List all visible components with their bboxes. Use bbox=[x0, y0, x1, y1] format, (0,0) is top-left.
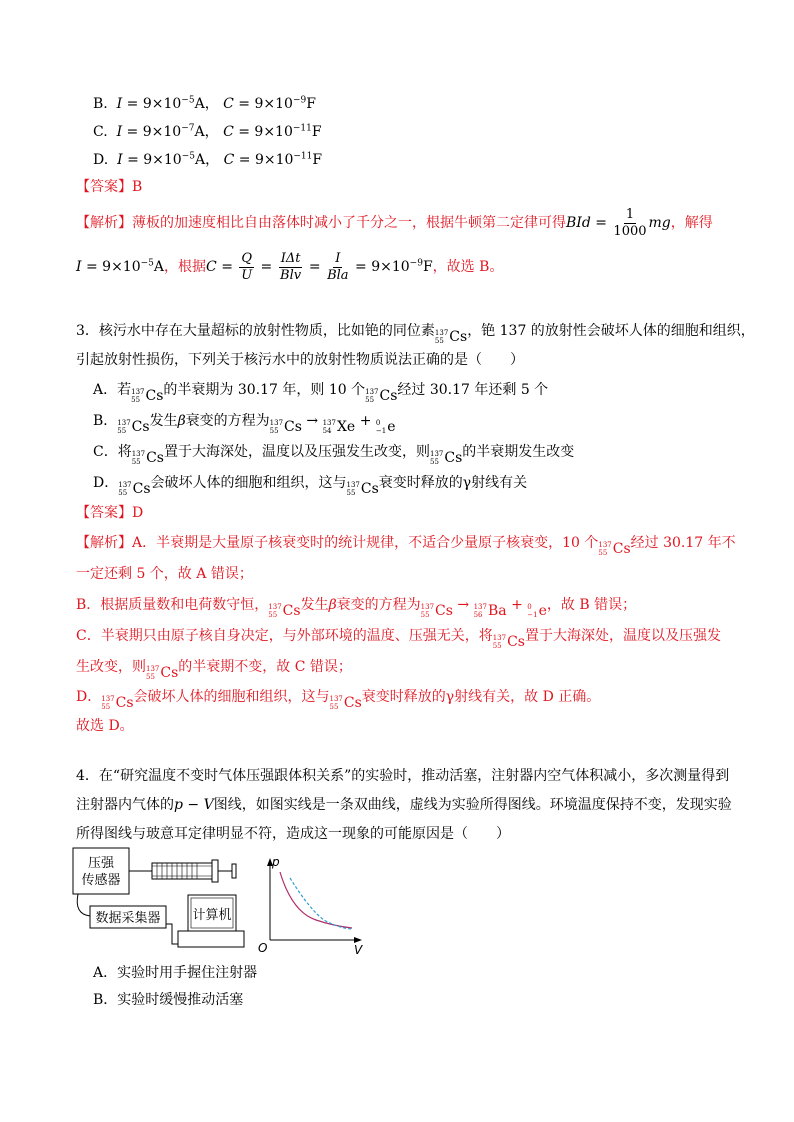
option-text: D． bbox=[93, 475, 119, 491]
atomic-number: 55 bbox=[146, 673, 155, 681]
var-i: I bbox=[116, 124, 123, 140]
q3-analysis-b bbox=[76, 595, 636, 621]
atomic-number: 55 bbox=[117, 427, 127, 435]
data-collector-label: 数据采集器 bbox=[95, 911, 161, 926]
q3-stem-line1 bbox=[76, 321, 755, 347]
current-unit: A bbox=[153, 259, 165, 275]
analysis-text: 衰变的方程为 bbox=[336, 597, 421, 613]
pressure-sensor-label-1: 压强 bbox=[87, 856, 115, 871]
mass-number: 137 bbox=[492, 634, 507, 642]
element-symbol: Xe bbox=[336, 419, 356, 435]
analysis-text: 经过 30.17 年不 bbox=[630, 535, 736, 551]
atomic-number: 55 bbox=[101, 703, 111, 711]
option-text: 会破坏人体的细胞和组织，这与 bbox=[150, 475, 347, 491]
stem-text: 图线，如图实线是一条双曲线，虚线为实验所得图线。环境温度保持不变，发现实验 bbox=[213, 797, 732, 813]
capacitance-value: 9×10 bbox=[254, 152, 294, 168]
current-unit: A bbox=[195, 152, 206, 168]
analysis-text: D． bbox=[76, 689, 102, 705]
q3-option-b bbox=[93, 411, 396, 437]
mass-number: 137 bbox=[420, 603, 435, 611]
isotope-cs137 bbox=[493, 632, 525, 652]
q3-analysis-c-line1 bbox=[76, 626, 721, 652]
isotope-cs137 bbox=[598, 539, 630, 559]
var-i: I bbox=[76, 259, 82, 275]
isotope-cs137 bbox=[101, 693, 133, 713]
element-symbol: Cs bbox=[612, 541, 631, 557]
stem-text: ，铯 137 的放射性会破坏人体的细胞和组织， bbox=[467, 323, 755, 339]
current-value: = 9×10 bbox=[81, 259, 141, 275]
q3-answer: 【答案】D bbox=[76, 505, 144, 521]
fraction-numerator: Q bbox=[241, 250, 253, 266]
element-symbol: Cs bbox=[360, 481, 379, 497]
var-c: C bbox=[223, 124, 234, 140]
element-symbol: Cs bbox=[449, 329, 468, 345]
mass-number: 137 bbox=[146, 665, 160, 673]
fraction-numerator: 1 bbox=[625, 206, 635, 222]
stem-text: 注射器内气体的 bbox=[76, 797, 174, 813]
option-text: A．若 bbox=[93, 382, 132, 398]
q3-analysis-d bbox=[76, 687, 600, 713]
element-symbol: Cs bbox=[444, 450, 463, 466]
mass-number: 137 bbox=[473, 603, 487, 611]
current-unit: A bbox=[194, 124, 205, 140]
isotope-cs137 bbox=[435, 327, 467, 347]
pressure-sensor-label-2: 传感器 bbox=[81, 873, 121, 888]
isotope-cs137 bbox=[330, 693, 362, 713]
option-text: B． bbox=[93, 413, 118, 429]
capacitance-value: 9×10 bbox=[254, 124, 293, 140]
q2-option-c: C. $I = 9\times 10^{-7}A$， $C = 9\times 10^{-11}F$ bbox=[93, 123, 322, 140]
p-axis-label: p bbox=[272, 855, 280, 869]
element-symbol: Cs bbox=[145, 388, 164, 404]
capacitance-exponent: −9 bbox=[409, 258, 423, 269]
analysis-text-end: ，故选 B。 bbox=[432, 259, 504, 275]
atomic-number: 55 bbox=[346, 489, 356, 497]
element-symbol: e bbox=[538, 603, 547, 619]
capacitance-value: = 9×10 bbox=[350, 259, 410, 275]
current-value: 9×10 bbox=[143, 152, 182, 168]
mass-number: 137 bbox=[131, 450, 146, 458]
atomic-number: 56 bbox=[473, 611, 483, 619]
capacitance-unit: F bbox=[306, 96, 316, 112]
element-symbol: Ba bbox=[487, 603, 507, 619]
q4-option-b: B．实验时缓慢推动活塞 bbox=[93, 992, 244, 1008]
syringe-icon bbox=[129, 860, 236, 882]
analysis-text: C．半衰期只由原子核自身决定，与外部环境的温度、压强无关，将 bbox=[76, 628, 493, 644]
var-i: I bbox=[117, 152, 123, 168]
q4-stem-line2 bbox=[76, 795, 732, 815]
element-symbol: Cs bbox=[435, 603, 453, 619]
isotope-cs137 bbox=[347, 479, 379, 499]
mass-number: 137 bbox=[329, 695, 343, 703]
element-symbol: Cs bbox=[132, 481, 151, 497]
plus-sign: + bbox=[359, 413, 372, 429]
pv-graph bbox=[258, 855, 363, 954]
q4-option-a: A．实验时用手握住注射器 bbox=[93, 965, 258, 981]
option-text: 的半衰期为 30.17 年，则 10 个 bbox=[163, 382, 366, 398]
current-unit: A bbox=[194, 96, 205, 112]
electron bbox=[376, 417, 396, 437]
separator: ， bbox=[204, 96, 219, 112]
option-letter: C. bbox=[93, 124, 108, 140]
element-symbol: e bbox=[387, 419, 396, 435]
var-c: C bbox=[223, 152, 235, 168]
var-c: C bbox=[223, 96, 234, 112]
q2-analysis-line1: 【解析】薄板的加速度相比自由落体时减小了千分之一，根据牛顿第二定律可得BId = $\frac{1}{1000}$ mg，解得 bbox=[76, 206, 713, 239]
mass-number: 137 bbox=[322, 419, 336, 427]
experiment-figure bbox=[70, 844, 370, 954]
capacitance-exponent: −11 bbox=[293, 151, 313, 162]
mass-number: 0 bbox=[527, 603, 532, 611]
analysis-tag: 【解析】 bbox=[76, 215, 132, 231]
option-letter: D. bbox=[93, 152, 109, 168]
atomic-number: −1 bbox=[527, 611, 538, 619]
analysis-text: 置于大海深处，温度以及压强发 bbox=[525, 628, 721, 644]
q2-answer: 【答案】B bbox=[76, 179, 143, 195]
fraction-numerator: I bbox=[335, 250, 341, 266]
isotope-cs137 bbox=[365, 386, 397, 406]
isotope-cs137 bbox=[132, 448, 164, 468]
q3-analysis-c-line2 bbox=[76, 657, 352, 683]
q3-analysis-a-line2: 一定还剩 5 个，故 A 错误； bbox=[76, 566, 253, 582]
option-text: C．将 bbox=[93, 444, 132, 460]
mass-number: 137 bbox=[268, 603, 282, 611]
fraction-denominator: U bbox=[241, 267, 253, 283]
fraction-denominator: 1000 bbox=[613, 223, 647, 239]
q3-analysis-a-line1 bbox=[76, 533, 736, 559]
beta-symbol: β bbox=[328, 597, 337, 613]
element-symbol: Cs bbox=[379, 388, 398, 404]
atomic-number: 55 bbox=[434, 337, 444, 345]
atomic-number: 55 bbox=[118, 489, 128, 497]
atomic-number: 55 bbox=[420, 611, 430, 619]
analysis-text: 薄板的加速度相比自由落体时减小了千分之一，根据牛顿第二定律可得 bbox=[132, 215, 566, 231]
element-symbol: Cs bbox=[282, 603, 301, 619]
arrow-icon: → bbox=[457, 597, 470, 613]
mass-number: 137 bbox=[269, 419, 284, 427]
mass-number: 137 bbox=[346, 481, 360, 489]
q3-option-a bbox=[93, 380, 548, 406]
capacitance-unit: F bbox=[312, 152, 323, 168]
stem-text: 3．核污水中存在大量超标的放射性物质，比如铯的同位素 bbox=[76, 323, 435, 339]
element-symbol: Cs bbox=[284, 419, 302, 435]
analysis-text: ，故 B 错误； bbox=[546, 597, 637, 613]
element-symbol: Cs bbox=[507, 634, 525, 650]
mass-number: 0 bbox=[375, 419, 381, 427]
isotope-cs137 bbox=[117, 417, 149, 437]
mass-number: 137 bbox=[131, 388, 145, 396]
eq-rhs: mg bbox=[648, 215, 671, 231]
mass-number: 137 bbox=[365, 388, 379, 396]
mass-number: 137 bbox=[598, 541, 612, 549]
q3-option-d bbox=[93, 473, 527, 499]
mass-number: 137 bbox=[118, 481, 132, 489]
cable bbox=[77, 894, 90, 916]
atomic-number: 55 bbox=[492, 642, 502, 650]
isotope-cs137 bbox=[118, 479, 150, 499]
analysis-text-end: ，解得 bbox=[670, 215, 713, 231]
eq-lhs: BId bbox=[566, 215, 591, 231]
q4-stem-line1: 4．在“研究温度不变时气体压强跟体积关系”的实验时，推动活塞，注射器内空气体积减小，多次测量得到 bbox=[76, 768, 730, 784]
isotope-ba137 bbox=[474, 601, 507, 621]
analysis-text: 发生 bbox=[300, 597, 329, 613]
option-text: 经过 30.17 年还剩 5 个 bbox=[397, 382, 549, 398]
analysis-tag: 【解析】 bbox=[76, 535, 132, 551]
cable bbox=[166, 924, 178, 944]
analysis-text: A．半衰期是大量原子核衰变时的统计规律，不适合少量原子核衰变，10 个 bbox=[132, 535, 599, 551]
option-text: 衰变时释放的γ射线有关 bbox=[378, 475, 528, 491]
current-value: 9×10 bbox=[142, 124, 182, 140]
current-exponent: −5 bbox=[181, 95, 195, 106]
atomic-number: −1 bbox=[375, 427, 387, 435]
element-symbol: Cs bbox=[115, 695, 134, 711]
option-letter: B. bbox=[93, 96, 108, 112]
analysis-text: 的半衰期不变，故 C 错误； bbox=[178, 659, 352, 675]
plus-sign: + bbox=[511, 597, 523, 613]
analysis-text: B．根据质量数和电荷数守恒， bbox=[76, 597, 269, 613]
atomic-number: 55 bbox=[598, 549, 608, 557]
fraction-idt-over-blv bbox=[279, 251, 303, 284]
atomic-number: 55 bbox=[131, 396, 141, 404]
current-exponent: −5 bbox=[181, 151, 195, 162]
mass-number: 137 bbox=[101, 695, 115, 703]
fraction-i-over-bla bbox=[327, 251, 348, 284]
var-c: C bbox=[206, 259, 217, 275]
current-exponent: −5 bbox=[140, 258, 154, 269]
atomic-number: 55 bbox=[269, 427, 279, 435]
isotope-cs137 bbox=[421, 601, 453, 621]
q4-stem-line3: 所得图线与玻意耳定律明显不符，造成这一现象的可能原因是（ ） bbox=[76, 826, 510, 842]
q3-option-c bbox=[93, 442, 574, 468]
hyperbola-curve bbox=[280, 872, 352, 928]
analysis-text: 会破坏人体的细胞和组织，这与 bbox=[133, 689, 330, 705]
isotope-cs137 bbox=[146, 663, 178, 683]
option-text: 发生 bbox=[149, 413, 178, 429]
fraction-one-thousandth bbox=[613, 207, 646, 240]
current-exponent: −7 bbox=[181, 123, 195, 134]
atomic-number: 54 bbox=[322, 427, 332, 435]
current-value: 9×10 bbox=[142, 96, 182, 112]
element-symbol: Cs bbox=[160, 665, 179, 681]
mass-number: 137 bbox=[117, 419, 131, 427]
capacitance-unit: F bbox=[311, 124, 322, 140]
analysis-text: 生改变，则 bbox=[76, 659, 146, 675]
element-symbol: Cs bbox=[146, 450, 164, 466]
separator: ， bbox=[205, 152, 220, 168]
fraction-q-over-u bbox=[239, 251, 254, 284]
origin-label: O bbox=[258, 941, 268, 954]
arrow-icon: → bbox=[306, 413, 319, 429]
mass-number: 137 bbox=[430, 450, 444, 458]
element-symbol: Cs bbox=[131, 419, 150, 435]
atomic-number: 55 bbox=[329, 703, 339, 711]
option-text: 的半衰期发生改变 bbox=[462, 444, 575, 460]
option-text: 置于大海深处，温度以及压强发生改变，则 bbox=[164, 444, 430, 460]
computer-label: 计算机 bbox=[192, 908, 232, 923]
pv-label: p − V bbox=[174, 797, 214, 813]
isotope-cs137 bbox=[131, 386, 163, 406]
isotope-cs137 bbox=[430, 448, 462, 468]
capacitance-unit: F bbox=[422, 259, 433, 275]
atomic-number: 55 bbox=[430, 458, 439, 466]
fraction-denominator: Blv bbox=[280, 267, 302, 283]
q3-stem-line2: 引起放射性损伤，下列关于核污水中的放射性物质说法正确的是（ ） bbox=[76, 352, 524, 368]
q2-analysis-line2: $I = 9\times 10^{-5}A$，根据C = $\frac{Q}{U}$ = $\frac{\text{IΔt}}{\text{Blv}}$ = $\frac{I}{\text{Bla}}$ = $9\times 10^{-9}F$，故选 B。 bbox=[76, 250, 504, 283]
atomic-number: 55 bbox=[268, 611, 278, 619]
capacitance-exponent: −9 bbox=[292, 95, 307, 106]
fraction-denominator: Bla bbox=[327, 267, 349, 283]
element-symbol: Cs bbox=[343, 695, 362, 711]
v-axis-label: V bbox=[354, 943, 363, 954]
analysis-text: ，根据 bbox=[164, 259, 207, 275]
q2-option-d: D. $I = 9\times 10^{-5}A$， $C = 9\times 10^{-11}F$ bbox=[93, 151, 323, 168]
var-i: I bbox=[116, 96, 123, 112]
option-text: 衰变的方程为 bbox=[185, 413, 270, 429]
q2-option-b: B. $I = 9\times 10^{-5}A$， $C = 9\times 10^{-9}F$ bbox=[93, 95, 316, 112]
analysis-text: 衰变时释放的γ射线有关，故 D 正确。 bbox=[361, 689, 601, 705]
isotope-cs137 bbox=[268, 601, 300, 621]
beta-symbol: β bbox=[177, 413, 186, 429]
isotope-cs137 bbox=[270, 417, 302, 437]
capacitance-value: 9×10 bbox=[254, 96, 293, 112]
isotope-xe137 bbox=[323, 417, 356, 437]
capacitance-exponent: −11 bbox=[292, 123, 312, 134]
mass-number: 137 bbox=[434, 329, 449, 337]
fraction-numerator: IΔt bbox=[280, 250, 301, 266]
electron bbox=[527, 601, 547, 621]
atomic-number: 55 bbox=[131, 458, 141, 466]
atomic-number: 55 bbox=[365, 396, 375, 404]
q3-conclusion: 故选 D。 bbox=[76, 718, 134, 734]
separator: ， bbox=[204, 124, 219, 140]
